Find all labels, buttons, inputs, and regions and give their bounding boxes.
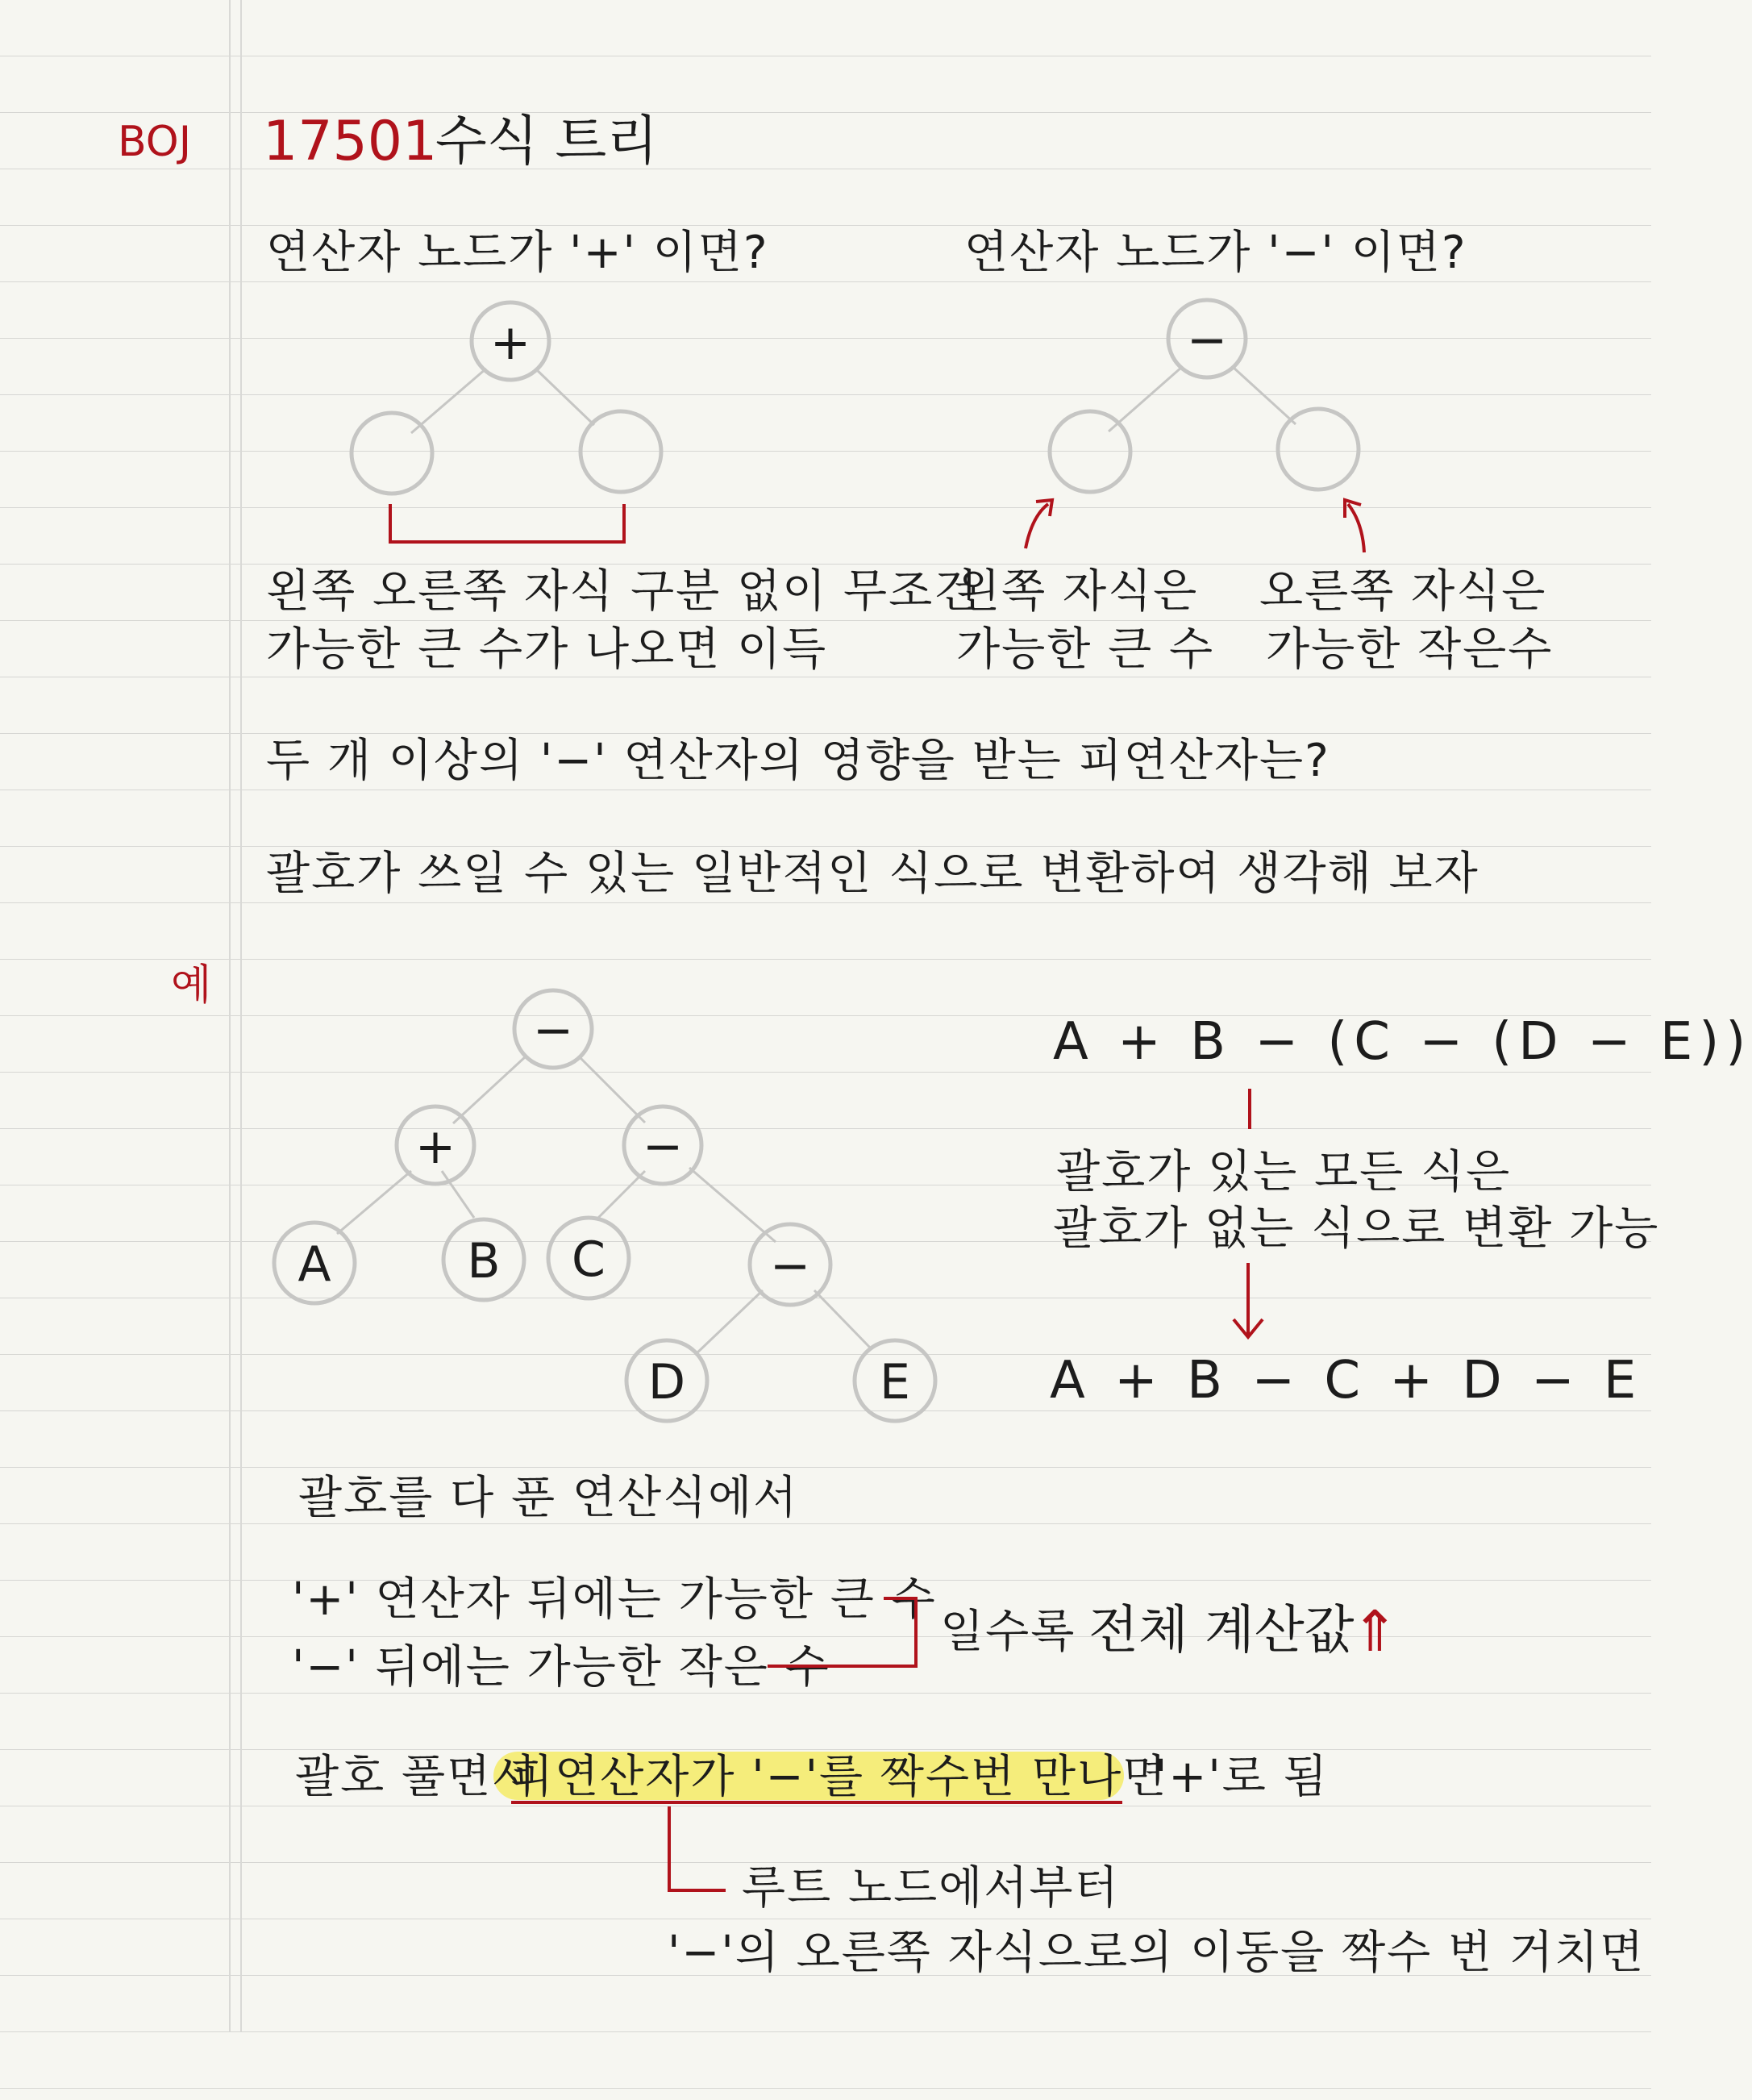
right-child-note-line2: 가능한 작은수 <box>1266 623 1554 676</box>
left-child-note-line2: 가능한 큰 수 <box>956 623 1215 676</box>
tree-label: + <box>414 1119 456 1175</box>
final-rule-highlight: 피연산자가 '−'를 짝수번 만나면 <box>510 1751 1168 1803</box>
tree-label: D <box>647 1354 686 1410</box>
expression-transformed: A + B − C + D − E <box>1050 1351 1643 1410</box>
tree-node <box>581 411 661 492</box>
plus-tree <box>352 302 661 542</box>
tree-label: − <box>642 1119 684 1175</box>
conclusion-bracket <box>768 1598 916 1666</box>
site-tag: BOJ <box>118 118 192 166</box>
example-label: 예 <box>171 961 212 1010</box>
tree-label: A <box>298 1236 331 1293</box>
footnote-connector <box>669 1806 726 1890</box>
expression-original: A + B − (C − (D − E)) <box>1053 1012 1752 1072</box>
problem-number: 17501 <box>263 110 438 173</box>
plus-note-line1: 왼쪽 오른쪽 자식 구분 없이 무조건 <box>266 565 980 618</box>
hint-text: 괄호가 쓰일 수 있는 일반적인 식으로 변환하여 생각해 보자 <box>266 848 1479 900</box>
transform-note-line1: 괄호가 있는 모든 식은 <box>1056 1146 1512 1198</box>
right-child-note-line1: 오른쪽 자식은 <box>1259 565 1547 618</box>
footnote-line2: '−'의 오른쪽 자식으로의 이동을 짝수 번 거치면 <box>668 1927 1646 1979</box>
plus-symbol: + <box>489 315 531 371</box>
arrow-to-left-child <box>1026 504 1048 548</box>
question-text: 두 개 이상의 '−' 연산자의 영향을 받는 피연산자는? <box>266 735 1330 787</box>
plus-note-line2: 가능한 큰 수가 나오면 이득 <box>266 623 828 676</box>
final-rule-suffix: '+'로 됨 <box>1155 1751 1329 1803</box>
conclusion-effect-prefix: 일수록 <box>940 1606 1076 1658</box>
transform-note-line2: 괄호가 없는 식으로 변환 가능 <box>1053 1202 1660 1255</box>
tree-label: − <box>769 1238 811 1294</box>
double-up-arrow-icon: ⇑ <box>1351 1598 1399 1665</box>
tree-node <box>1278 409 1359 490</box>
conclusion-intro: 괄호를 다 푼 연산식에서 <box>298 1472 799 1524</box>
final-rule-prefix: 괄호 풀면서 <box>295 1751 538 1803</box>
minus-tree <box>1026 300 1364 552</box>
conclusion-rule-plus: '+' 연산자 뒤에는 가능한 큰 수 <box>292 1573 937 1626</box>
arrow-to-right-child <box>1348 504 1364 552</box>
tree-node <box>352 413 432 494</box>
minus-symbol: − <box>1186 312 1228 369</box>
tree-label: E <box>880 1354 910 1410</box>
minus-case-heading: 연산자 노드가 '−' 이면? <box>964 227 1467 279</box>
tree-label: B <box>467 1233 501 1290</box>
plus-case-heading: 연산자 노드가 '+' 이면? <box>266 227 769 279</box>
example-tree <box>274 990 935 1421</box>
tree-label: C <box>572 1231 606 1288</box>
footnote-line1: 루트 노드에서부터 <box>742 1862 1120 1915</box>
problem-title: 수식 트리 <box>435 110 659 172</box>
conclusion-rule-minus: '−' 뒤에는 가능한 작은 수 <box>292 1641 830 1694</box>
bracket-line <box>390 504 624 542</box>
tree-node <box>1050 411 1130 492</box>
left-child-note-line1: 왼쪽 자식은 <box>956 565 1199 618</box>
tree-label: − <box>532 1002 574 1059</box>
conclusion-effect: 전체 계산값 <box>1088 1601 1355 1660</box>
